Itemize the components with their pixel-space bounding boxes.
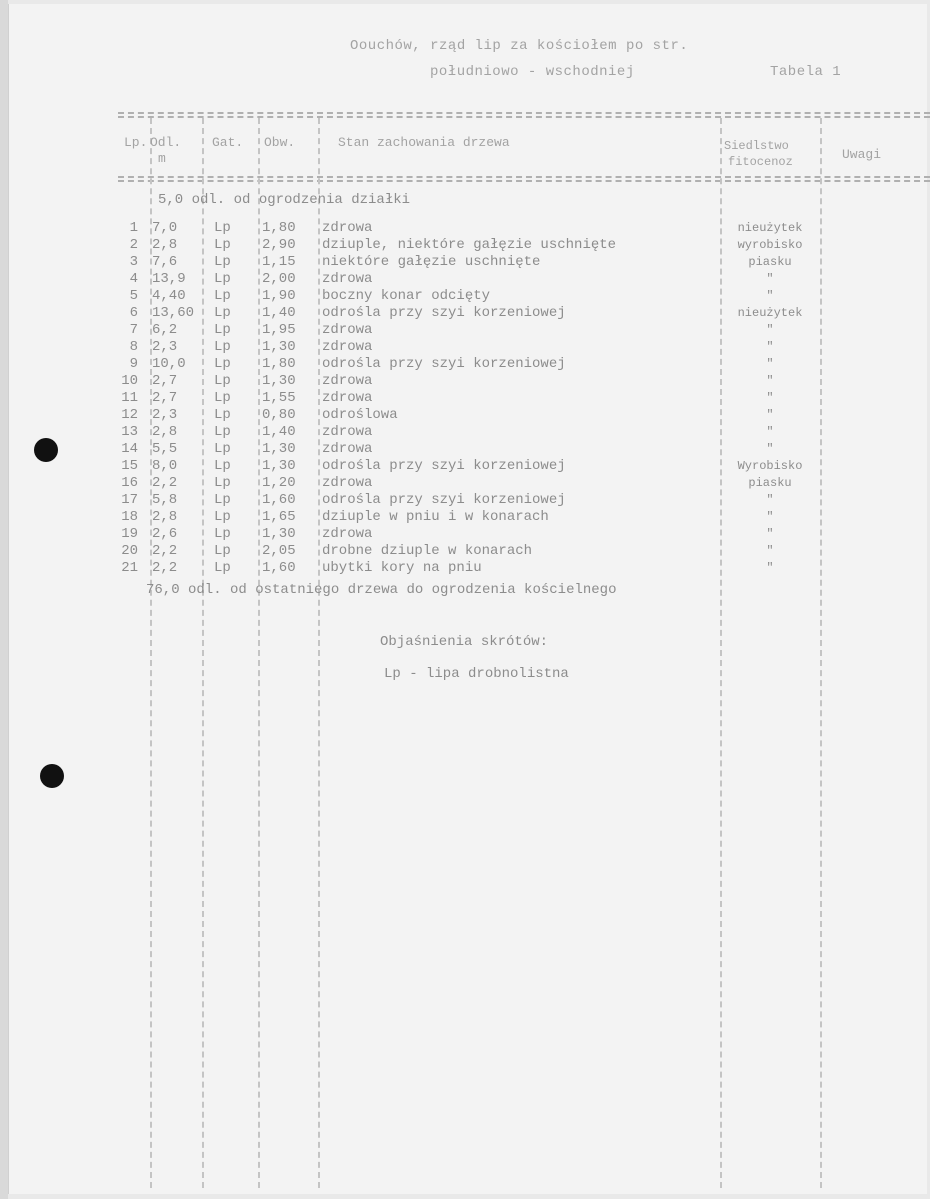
cell-siedlisko: " — [766, 527, 774, 541]
cell-gat: Lp — [214, 356, 231, 372]
cell-siedlisko: " — [766, 561, 774, 575]
cell-stan: odrośla przy szyi korzeniowej — [322, 356, 566, 372]
cell-stan: odroślowa — [322, 407, 398, 423]
cell-siedlisko: " — [766, 493, 774, 507]
column-divider — [202, 118, 204, 1188]
column-divider — [820, 118, 822, 1188]
document-page — [8, 4, 927, 1194]
cell-stan: boczny konar odcięty — [322, 288, 491, 304]
cell-obw: 1,20 — [262, 475, 296, 491]
cell-stan: zdrowa — [322, 424, 373, 440]
cell-siedlisko: " — [766, 391, 774, 405]
cell-odl: 2,8 — [152, 424, 178, 440]
table-header-rule — [118, 176, 930, 178]
cell-obw: 1,40 — [262, 305, 296, 321]
header-stan: Stan zachowania drzewa — [338, 135, 510, 150]
header-fitocenoza: fitocenoz — [728, 155, 793, 169]
cell-obw: 1,95 — [262, 322, 296, 338]
cell-odl: 2,2 — [152, 543, 178, 559]
cell-odl: 2,2 — [152, 560, 178, 576]
cell-obw: 1,30 — [262, 441, 296, 457]
cell-odl: 2,8 — [152, 509, 178, 525]
cell-odl: 13,60 — [152, 305, 195, 321]
cell-stan: niektóre gałęzie uschnięte — [322, 254, 541, 270]
cell-gat: Lp — [214, 407, 231, 423]
cell-lp: 8 — [129, 339, 138, 355]
cell-obw: 1,30 — [262, 526, 296, 542]
cell-siedlisko: wyrobisko — [737, 238, 803, 252]
cell-lp: 20 — [121, 543, 138, 559]
cell-stan: odrośla przy szyi korzeniowej — [322, 458, 566, 474]
cell-siedlisko: " — [766, 544, 774, 558]
header-lp: Lp. — [124, 135, 148, 150]
start-distance-note: 5,0 odl. od ogrodzenia działki — [158, 192, 411, 208]
cell-lp: 11 — [121, 390, 138, 406]
legend-item: Lp - lipa drobnolistna — [384, 666, 569, 682]
cell-lp: 21 — [121, 560, 138, 576]
cell-siedlisko: " — [766, 510, 774, 524]
cell-lp: 13 — [121, 424, 138, 440]
table-top-rule — [118, 112, 930, 114]
end-distance-note: 76,0 odl. od ostatniego drzewa do ogrodzenia kościelnego — [146, 582, 617, 598]
cell-lp: 18 — [121, 509, 138, 525]
cell-obw: 1,90 — [262, 288, 296, 304]
table-header-rule — [118, 180, 930, 182]
cell-odl: 2,3 — [152, 407, 178, 423]
cell-lp: 3 — [129, 254, 138, 270]
cell-stan: ubytki kory na pniu — [322, 560, 482, 576]
cell-gat: Lp — [214, 458, 231, 474]
cell-odl: 13,9 — [152, 271, 186, 287]
cell-odl: 2,8 — [152, 237, 178, 253]
cell-lp: 19 — [121, 526, 138, 542]
cell-lp: 4 — [129, 271, 138, 287]
cell-obw: 1,80 — [262, 220, 296, 236]
cell-obw: 1,15 — [262, 254, 296, 270]
cell-lp: 5 — [129, 288, 138, 304]
cell-lp: 1 — [129, 220, 138, 236]
cell-odl: 2,3 — [152, 339, 178, 355]
document-title: Oouchów, rząd lip za kościołem po str. — [350, 38, 689, 54]
cell-gat: Lp — [214, 560, 231, 576]
cell-gat: Lp — [214, 543, 231, 559]
document-subtitle: południowo - wschodniej — [430, 64, 635, 80]
cell-siedlisko: " — [766, 425, 774, 439]
cell-siedlisko: " — [766, 272, 774, 286]
cell-siedlisko: " — [766, 323, 774, 337]
cell-obw: 1,30 — [262, 339, 296, 355]
header-uwagi: Uwagi — [842, 147, 882, 162]
cell-gat: Lp — [214, 288, 231, 304]
cell-stan: odrośla przy szyi korzeniowej — [322, 305, 566, 321]
cell-odl: 2,6 — [152, 526, 178, 542]
cell-gat: Lp — [214, 322, 231, 338]
cell-stan: zdrowa — [322, 322, 373, 338]
header-obw: Obw. — [264, 135, 296, 150]
cell-obw: 1,30 — [262, 373, 296, 389]
cell-gat: Lp — [214, 373, 231, 389]
cell-gat: Lp — [214, 509, 231, 525]
cell-odl: 2,7 — [152, 390, 178, 406]
cell-siedlisko: " — [766, 340, 774, 354]
cell-obw: 1,60 — [262, 560, 296, 576]
cell-obw: 1,80 — [262, 356, 296, 372]
cell-lp: 15 — [121, 458, 138, 474]
cell-siedlisko: " — [766, 442, 774, 456]
cell-stan: zdrowa — [322, 441, 373, 457]
cell-odl: 8,0 — [152, 458, 178, 474]
cell-obw: 0,80 — [262, 407, 296, 423]
cell-obw: 2,90 — [262, 237, 296, 253]
cell-siedlisko: nieużytek — [737, 306, 803, 320]
cell-obw: 1,30 — [262, 458, 296, 474]
cell-lp: 12 — [121, 407, 138, 423]
cell-stan: zdrowa — [322, 390, 373, 406]
header-gat: Gat. — [212, 135, 244, 150]
cell-lp: 10 — [121, 373, 138, 389]
cell-siedlisko: nieużytek — [737, 221, 803, 235]
cell-odl: 6,2 — [152, 322, 178, 338]
cell-stan: zdrowa — [322, 271, 373, 287]
punch-hole — [40, 764, 64, 788]
header-odl: Odl. — [150, 135, 182, 150]
cell-stan: drobne dziuple w konarach — [322, 543, 533, 559]
cell-lp: 14 — [121, 441, 138, 457]
page-edge-shadow — [0, 0, 8, 1199]
column-divider — [258, 118, 260, 1188]
cell-obw: 2,00 — [262, 271, 296, 287]
cell-siedlisko: piasku — [748, 255, 792, 269]
cell-odl: 5,5 — [152, 441, 178, 457]
column-divider — [318, 118, 320, 1188]
cell-gat: Lp — [214, 339, 231, 355]
cell-obw: 1,65 — [262, 509, 296, 525]
cell-obw: 1,60 — [262, 492, 296, 508]
cell-obw: 1,40 — [262, 424, 296, 440]
cell-lp: 6 — [129, 305, 138, 321]
cell-odl: 4,40 — [152, 288, 186, 304]
cell-siedlisko: piasku — [748, 476, 792, 490]
cell-odl: 2,2 — [152, 475, 178, 491]
cell-gat: Lp — [214, 475, 231, 491]
cell-odl: 2,7 — [152, 373, 178, 389]
cell-stan: zdrowa — [322, 526, 373, 542]
cell-odl: 7,6 — [152, 254, 178, 270]
cell-stan: zdrowa — [322, 339, 373, 355]
cell-gat: Lp — [214, 526, 231, 542]
cell-stan: dziuple, niektóre gałęzie uschnięte — [322, 237, 617, 253]
cell-gat: Lp — [214, 220, 231, 236]
cell-siedlisko: " — [766, 357, 774, 371]
legend-heading: Objaśnienia skrótów: — [380, 634, 549, 650]
cell-stan: odrośla przy szyi korzeniowej — [322, 492, 566, 508]
cell-gat: Lp — [214, 441, 231, 457]
table-label: Tabela 1 — [770, 64, 842, 80]
cell-lp: 7 — [129, 322, 138, 338]
cell-gat: Lp — [214, 424, 231, 440]
cell-siedlisko: Wyrobisko — [737, 459, 803, 473]
cell-odl: 5,8 — [152, 492, 178, 508]
table-top-rule — [118, 116, 930, 118]
cell-gat: Lp — [214, 254, 231, 270]
header-odl-unit: m — [158, 151, 166, 166]
cell-lp: 2 — [129, 237, 138, 253]
punch-hole — [34, 438, 58, 462]
cell-siedlisko: " — [766, 289, 774, 303]
cell-odl: 7,0 — [152, 220, 178, 236]
cell-stan: zdrowa — [322, 373, 373, 389]
cell-gat: Lp — [214, 492, 231, 508]
cell-gat: Lp — [214, 237, 231, 253]
cell-lp: 16 — [121, 475, 138, 491]
cell-gat: Lp — [214, 305, 231, 321]
header-siedlisko: Siedlstwo — [724, 139, 789, 153]
cell-stan: zdrowa — [322, 475, 373, 491]
cell-odl: 10,0 — [152, 356, 186, 372]
cell-siedlisko: " — [766, 408, 774, 422]
cell-obw: 1,55 — [262, 390, 296, 406]
cell-siedlisko: " — [766, 374, 774, 388]
cell-stan: dziuple w pniu i w konarach — [322, 509, 549, 525]
cell-stan: zdrowa — [322, 220, 373, 236]
cell-gat: Lp — [214, 390, 231, 406]
cell-gat: Lp — [214, 271, 231, 287]
cell-lp: 9 — [129, 356, 138, 372]
cell-lp: 17 — [121, 492, 138, 508]
cell-obw: 2,05 — [262, 543, 296, 559]
